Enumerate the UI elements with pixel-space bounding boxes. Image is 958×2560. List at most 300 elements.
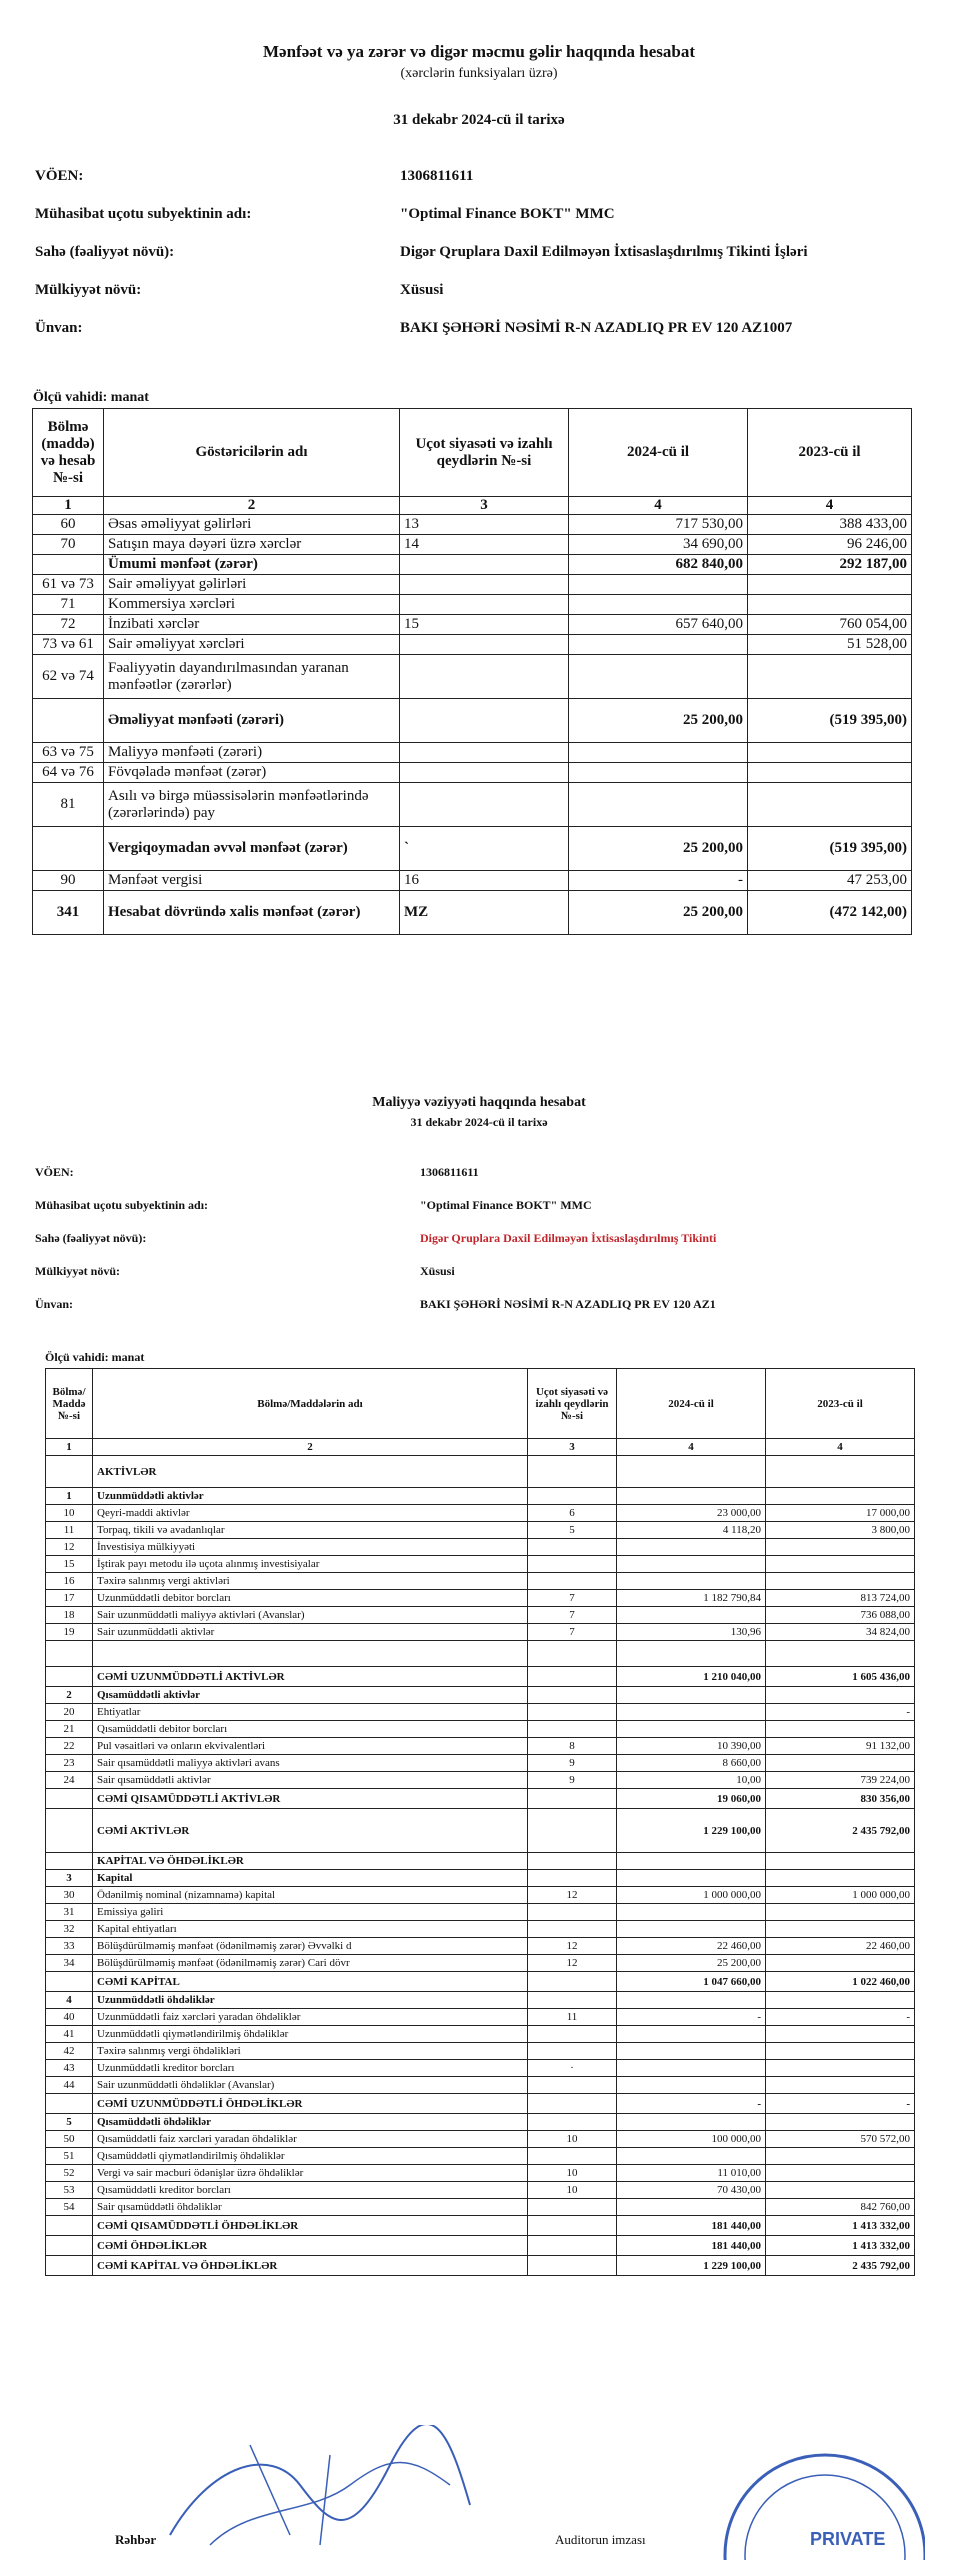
row-value-2023 — [748, 743, 912, 763]
row-value-2024: - — [569, 871, 748, 891]
info-row — [35, 168, 935, 206]
row-code: 61 və 73 — [33, 575, 104, 595]
row-note: 7 — [528, 1590, 617, 1607]
row-name: İnvestisiya mülkiyyəti — [93, 1539, 528, 1556]
row-value-2023 — [766, 2114, 915, 2131]
row-name: Satışın maya dəyəri üzrə xərclər — [104, 535, 400, 555]
row-value-2024: 657 640,00 — [569, 615, 748, 635]
table-row — [46, 1624, 915, 1641]
row-value-2023 — [766, 1755, 915, 1772]
report2-info — [35, 1165, 935, 1330]
table-row — [46, 1992, 915, 2009]
table-row — [46, 2199, 915, 2216]
col-header-2024: 2024-cü il — [569, 409, 748, 497]
row-name: CƏMİ QISAMÜDDƏTLİ AKTİVLƏR — [93, 1789, 528, 1809]
row-name: Asılı və birgə müəssisələrin mənfəətlərində (zərərlərində) pay — [104, 783, 400, 827]
row-name: CƏMİ KAPİTAL — [93, 1972, 528, 1992]
index-cell: 4 — [569, 497, 748, 515]
table-row — [46, 1573, 915, 1590]
row-name: Əməliyyat mənfəəti (zərəri) — [104, 699, 400, 743]
balance-sheet-page — [0, 1085, 958, 2560]
table-row — [46, 2114, 915, 2131]
report2-date: 31 dekabr 2024-cü il tarixə — [410, 1115, 548, 1129]
row-note — [400, 575, 569, 595]
row-value-2024: 717 530,00 — [569, 515, 748, 535]
table-row — [46, 1938, 915, 1955]
info-label: Mühasibat uçotu subyektinin adı: — [35, 1198, 209, 1212]
row-value-2023: 1 605 436,00 — [766, 1667, 915, 1687]
row-value-2023 — [766, 1721, 915, 1738]
table-row — [33, 515, 912, 535]
row-value-2023: 1 022 460,00 — [766, 1972, 915, 1992]
row-value-2024: 10,00 — [617, 1772, 766, 1789]
table-row — [33, 871, 912, 891]
row-value-2024: 1 000 000,00 — [617, 1887, 766, 1904]
table-row — [33, 635, 912, 655]
row-code: 4 — [46, 1992, 93, 2009]
row-note: · — [528, 2060, 617, 2077]
row-name: Sair əməliyyat gəlirləri — [104, 575, 400, 595]
row-name: Bölüşdürülməmiş mənfəət (ödənilməmiş zərər) Cari dövr — [93, 1955, 528, 1972]
row-note — [400, 635, 569, 655]
row-value-2023 — [748, 763, 912, 783]
row-note: 9 — [528, 1772, 617, 1789]
row-note — [528, 2256, 617, 2276]
table-row — [33, 699, 912, 743]
table-index-row — [46, 1439, 915, 1456]
row-code: 15 — [46, 1556, 93, 1573]
row-value-2023 — [766, 1992, 915, 2009]
row-note — [400, 783, 569, 827]
row-value-2023: 570 572,00 — [766, 2131, 915, 2148]
row-value-2024: 22 460,00 — [617, 1938, 766, 1955]
info-value: Xüsusi — [420, 1264, 455, 1278]
row-name: Qeyri-maddi aktivlər — [93, 1505, 528, 1522]
row-value-2023: 3 800,00 — [766, 1522, 915, 1539]
row-note — [528, 2236, 617, 2256]
table-row — [46, 2026, 915, 2043]
row-name: Mənfəət vergisi — [104, 871, 400, 891]
row-code — [46, 1641, 93, 1667]
table-row — [46, 1456, 915, 1488]
table-row — [46, 2077, 915, 2094]
row-note — [528, 1789, 617, 1809]
row-value-2023: 34 824,00 — [766, 1624, 915, 1641]
row-code: 24 — [46, 1772, 93, 1789]
info-value: 1306811611 — [400, 168, 474, 184]
row-value-2023: 830 356,00 — [766, 1789, 915, 1809]
row-name: Təxirə salınmış vergi öhdəlikləri — [93, 2043, 528, 2060]
row-value-2023: 91 132,00 — [766, 1738, 915, 1755]
row-code: 32 — [46, 1921, 93, 1938]
row-note: 5 — [528, 1522, 617, 1539]
row-note — [400, 555, 569, 575]
row-value-2024: 1 229 100,00 — [617, 1809, 766, 1853]
table-row — [46, 2182, 915, 2199]
row-value-2023 — [766, 2077, 915, 2094]
row-value-2023 — [766, 1456, 915, 1488]
report1-date: 31 dekabr 2024-cü il tarixə — [393, 112, 565, 128]
info-row — [35, 1297, 935, 1330]
row-code: 11 — [46, 1522, 93, 1539]
row-value-2024 — [569, 655, 748, 699]
row-note — [528, 2043, 617, 2060]
company-stamp — [695, 2445, 925, 2560]
row-code: 90 — [33, 871, 104, 891]
table-row — [46, 1607, 915, 1624]
info-label: Sahə (fəaliyyət növü): — [35, 244, 175, 260]
col-header-name: Göstəricilərin adı — [104, 409, 400, 497]
row-note — [528, 1456, 617, 1488]
row-note: 15 — [400, 615, 569, 635]
row-name: Sair qısamüddətli maliyyə aktivləri avans — [93, 1755, 528, 1772]
row-value-2023: 96 246,00 — [748, 535, 912, 555]
row-value-2024: 25 200,00 — [569, 827, 748, 871]
table-row — [46, 1972, 915, 1992]
row-value-2023: 2 435 792,00 — [766, 1809, 915, 1853]
row-name: Maliyyə mənfəəti (zərəri) — [104, 743, 400, 763]
row-value-2024 — [617, 1704, 766, 1721]
row-code: 10 — [46, 1505, 93, 1522]
row-code — [46, 1972, 93, 1992]
table-row — [46, 1809, 915, 1853]
report1-info — [35, 168, 935, 358]
info-row — [35, 1198, 935, 1231]
row-code: 50 — [46, 2131, 93, 2148]
row-value-2023: 292 187,00 — [748, 555, 912, 575]
row-name: CƏMİ UZUNMÜDDƏTLİ ÖHDƏLİKLƏR — [93, 2094, 528, 2114]
row-code: 60 — [33, 515, 104, 535]
info-row — [35, 244, 935, 282]
row-value-2023: - — [766, 2094, 915, 2114]
signature-label-auditor: Auditorun imzası — [555, 2532, 646, 2547]
row-value-2023 — [766, 1687, 915, 1704]
row-note: 11 — [528, 2009, 617, 2026]
table-row — [33, 763, 912, 783]
table-row — [33, 891, 912, 935]
table-row — [46, 1556, 915, 1573]
table-row — [46, 1522, 915, 1539]
row-note — [400, 655, 569, 699]
info-value: BAKI ŞƏHƏRİ NƏSİMİ R-N AZADLIQ PR EV 120 AZ1 — [420, 1297, 716, 1311]
row-code: 16 — [46, 1573, 93, 1590]
row-name: Qısamüddətli debitor borcları — [93, 1721, 528, 1738]
row-value-2023: 2 435 792,00 — [766, 2256, 915, 2276]
index-cell: 2 — [93, 1439, 528, 1456]
info-label: Mühasibat uçotu subyektinin adı: — [35, 206, 252, 222]
row-value-2024: 1 047 660,00 — [617, 1972, 766, 1992]
row-code: 341 — [33, 891, 104, 935]
row-code: 44 — [46, 2077, 93, 2094]
row-note — [400, 699, 569, 743]
row-code — [46, 1456, 93, 1488]
row-value-2024 — [569, 575, 748, 595]
row-code — [46, 1809, 93, 1853]
row-value-2023: 22 460,00 — [766, 1938, 915, 1955]
row-note — [528, 1904, 617, 1921]
row-value-2024 — [617, 1607, 766, 1624]
row-code — [33, 555, 104, 575]
row-value-2023 — [766, 1921, 915, 1938]
info-label: Ünvan: — [35, 320, 83, 336]
col-header-code: Bölmə/ Maddə №-si — [46, 1369, 93, 1439]
row-note — [528, 1556, 617, 1573]
row-name: Uzunmüddətli faiz xərcləri yaradan öhdəliklər — [93, 2009, 528, 2026]
row-value-2024 — [617, 1556, 766, 1573]
row-note: 12 — [528, 1887, 617, 1904]
row-value-2023 — [748, 595, 912, 615]
info-label: VÖEN: — [35, 1165, 74, 1179]
row-value-2024 — [617, 1488, 766, 1505]
row-name: Uzunmüddətli debitor borcları — [93, 1590, 528, 1607]
row-value-2023 — [766, 2182, 915, 2199]
table-row — [46, 2009, 915, 2026]
row-code: 71 — [33, 595, 104, 615]
row-value-2023: 388 433,00 — [748, 515, 912, 535]
row-name: Fövqəladə mənfəət (zərər) — [104, 763, 400, 783]
row-value-2024 — [617, 2026, 766, 2043]
table-row — [46, 1789, 915, 1809]
row-note: 12 — [528, 1955, 617, 1972]
row-value-2023: 760 054,00 — [748, 615, 912, 635]
index-cell: 4 — [617, 1439, 766, 1456]
index-cell: 4 — [748, 497, 912, 515]
row-value-2024 — [569, 595, 748, 615]
row-name: Hesabat dövründə xalis mənfəət (zərər) — [104, 891, 400, 935]
table-row — [46, 2131, 915, 2148]
info-label: VÖEN: — [35, 168, 84, 184]
report2-unit: Ölçü vahidi: manat — [45, 1350, 145, 1364]
row-value-2024: 1 210 040,00 — [617, 1667, 766, 1687]
row-note: 10 — [528, 2131, 617, 2148]
table-row — [46, 2094, 915, 2114]
table-row — [46, 2165, 915, 2182]
table-row — [33, 595, 912, 615]
row-name: Təxirə salınmış vergi aktivləri — [93, 1573, 528, 1590]
index-cell: 3 — [400, 497, 569, 515]
row-name: Qısamüddətli aktivlər — [93, 1687, 528, 1704]
info-value: "Optimal Finance BOKT" MMC — [420, 1198, 592, 1212]
row-name: Ödənilmiş nominal (nizamnamə) kapital — [93, 1887, 528, 1904]
row-note — [528, 1704, 617, 1721]
row-value-2024 — [617, 1870, 766, 1887]
table-row — [33, 827, 912, 871]
row-code: 1 — [46, 1488, 93, 1505]
row-code — [46, 1789, 93, 1809]
row-name: Sair uzunmüddətli aktivlər — [93, 1624, 528, 1641]
row-value-2024 — [617, 2077, 766, 2094]
row-code: 23 — [46, 1755, 93, 1772]
row-value-2024: 8 660,00 — [617, 1755, 766, 1772]
row-value-2024 — [617, 1573, 766, 1590]
row-code: 51 — [46, 2148, 93, 2165]
row-value-2023 — [748, 655, 912, 699]
row-name: Pul vəsaitləri və onların ekvivalentləri — [93, 1738, 528, 1755]
table-header-row — [33, 409, 912, 497]
row-code: 18 — [46, 1607, 93, 1624]
row-code — [33, 827, 104, 871]
row-note — [528, 2114, 617, 2131]
row-value-2024 — [617, 2043, 766, 2060]
row-value-2023 — [748, 783, 912, 827]
row-name: Əsas əməliyyat gəlirləri — [104, 515, 400, 535]
table-row — [46, 1488, 915, 1505]
row-name: CƏMİ KAPİTAL VƏ ÖHDƏLİKLƏR — [93, 2256, 528, 2276]
row-value-2024 — [617, 1721, 766, 1738]
row-name: AKTİVLƏR — [93, 1456, 528, 1488]
row-value-2024 — [617, 1687, 766, 1704]
row-code: 17 — [46, 1590, 93, 1607]
row-name: CƏMİ QISAMÜDDƏTLİ ÖHDƏLİKLƏR — [93, 2216, 528, 2236]
row-name: Sair qısamüddətli öhdəliklər — [93, 2199, 528, 2216]
table-row — [46, 1539, 915, 1556]
row-note — [528, 1992, 617, 2009]
income-statement-table — [32, 408, 912, 935]
row-code: 5 — [46, 2114, 93, 2131]
row-value-2023 — [766, 1573, 915, 1590]
info-row — [35, 282, 935, 320]
row-name: Qısamüddətli faiz xərcləri yaradan öhdəliklər — [93, 2131, 528, 2148]
row-note: 14 — [400, 535, 569, 555]
row-value-2023 — [748, 575, 912, 595]
table-row — [46, 1853, 915, 1870]
row-note — [528, 2077, 617, 2094]
info-row — [35, 1165, 935, 1198]
signature-label-head: Rəhbər — [115, 2532, 157, 2547]
row-value-2024: 19 060,00 — [617, 1789, 766, 1809]
row-note: 6 — [528, 1505, 617, 1522]
row-note: 7 — [528, 1607, 617, 1624]
row-code: 30 — [46, 1887, 93, 1904]
row-value-2023 — [766, 1853, 915, 1870]
table-row — [46, 1505, 915, 1522]
row-code — [46, 2216, 93, 2236]
row-name: Emissiya gəliri — [93, 1904, 528, 1921]
row-code: 54 — [46, 2199, 93, 2216]
info-value: Digər Qruplara Daxil Edilməyən İxtisaslaşdırılmış Tikinti İşləri — [400, 244, 808, 260]
row-value-2024: 1 182 790,84 — [617, 1590, 766, 1607]
row-code: 41 — [46, 2026, 93, 2043]
row-value-2023 — [766, 1539, 915, 1556]
row-name: CƏMİ ÖHDƏLİKLƏR — [93, 2236, 528, 2256]
row-name: Sair uzunmüddətli maliyyə aktivləri (Avanslar) — [93, 1607, 528, 1624]
row-note — [528, 2148, 617, 2165]
row-note — [528, 1641, 617, 1667]
col-header-2024: 2024-cü il — [617, 1369, 766, 1439]
info-value: Xüsusi — [400, 282, 444, 298]
income-statement-page — [0, 0, 958, 1010]
row-value-2024: 10 390,00 — [617, 1738, 766, 1755]
row-note: 8 — [528, 1738, 617, 1755]
row-name: Fəaliyyətin dayandırılmasından yaranan mənfəətlər (zərərlər) — [104, 655, 400, 699]
row-value-2024: 130,96 — [617, 1624, 766, 1641]
row-name: Qısamüddətli öhdəliklər — [93, 2114, 528, 2131]
report2-title: Maliyyə vəziyyəti haqqında hesabat — [372, 1095, 586, 1110]
row-name: Uzunmüddətli aktivlər — [93, 1488, 528, 1505]
row-note — [528, 1687, 617, 1704]
row-note: 13 — [400, 515, 569, 535]
row-note: 9 — [528, 1755, 617, 1772]
table-row — [46, 2043, 915, 2060]
table-row — [46, 2256, 915, 2276]
info-label: Sahə (fəaliyyət növü): — [35, 1231, 147, 1245]
row-code: 73 və 61 — [33, 635, 104, 655]
row-code — [46, 2094, 93, 2114]
row-name: Sair uzunmüddətli öhdəliklər (Avanslar) — [93, 2077, 528, 2094]
table-row — [46, 1921, 915, 1938]
row-value-2023: 842 760,00 — [766, 2199, 915, 2216]
col-header-code: Bölmə (maddə) və hesab №-si — [33, 409, 104, 497]
row-value-2023: 47 253,00 — [748, 871, 912, 891]
row-value-2024: - — [617, 2009, 766, 2026]
stamp-text: PRIVATE — [810, 2529, 886, 2549]
row-note — [528, 1809, 617, 1853]
info-row — [35, 1231, 935, 1264]
row-value-2024 — [617, 2199, 766, 2216]
report1-subtitle: (xərclərin funksiyaları üzrə) — [400, 66, 558, 81]
row-value-2023 — [766, 1870, 915, 1887]
row-code: 52 — [46, 2165, 93, 2182]
row-code: 34 — [46, 1955, 93, 1972]
row-code: 21 — [46, 1721, 93, 1738]
row-value-2023 — [766, 2165, 915, 2182]
table-header-row — [46, 1369, 915, 1439]
index-cell: 2 — [104, 497, 400, 515]
row-name: Torpaq, tikili və avadanlıqlar — [93, 1522, 528, 1539]
table-row — [46, 1667, 915, 1687]
row-value-2023: 51 528,00 — [748, 635, 912, 655]
table-row — [33, 575, 912, 595]
row-note — [528, 1539, 617, 1556]
row-note: 16 — [400, 871, 569, 891]
table-row — [46, 1687, 915, 1704]
row-code: 20 — [46, 1704, 93, 1721]
row-value-2024 — [617, 1641, 766, 1667]
table-row — [46, 1590, 915, 1607]
row-note — [528, 2026, 617, 2043]
row-code: 19 — [46, 1624, 93, 1641]
row-value-2024: 70 430,00 — [617, 2182, 766, 2199]
row-code: 64 və 76 — [33, 763, 104, 783]
row-value-2024 — [617, 1456, 766, 1488]
row-name: Kapital — [93, 1870, 528, 1887]
row-note — [528, 2199, 617, 2216]
row-value-2023: 1 413 332,00 — [766, 2236, 915, 2256]
row-value-2024 — [569, 743, 748, 763]
row-value-2023: - — [766, 1704, 915, 1721]
row-value-2024 — [617, 1853, 766, 1870]
info-value: "Optimal Finance BOKT" MMC — [400, 206, 615, 222]
table-row — [46, 1870, 915, 1887]
row-value-2024 — [617, 1539, 766, 1556]
row-note — [528, 1870, 617, 1887]
row-code: 3 — [46, 1870, 93, 1887]
row-value-2023 — [766, 1641, 915, 1667]
table-row — [46, 1955, 915, 1972]
row-note: 7 — [528, 1624, 617, 1641]
row-code — [46, 1667, 93, 1687]
table-row — [33, 555, 912, 575]
col-header-name: Bölmə/Maddələrin adı — [93, 1369, 528, 1439]
row-code: 33 — [46, 1938, 93, 1955]
info-row — [35, 206, 935, 244]
row-value-2024: 181 440,00 — [617, 2236, 766, 2256]
row-note — [528, 2094, 617, 2114]
row-code: 53 — [46, 2182, 93, 2199]
row-value-2023: - — [766, 2009, 915, 2026]
row-code: 70 — [33, 535, 104, 555]
row-name: Ehtiyatlar — [93, 1704, 528, 1721]
